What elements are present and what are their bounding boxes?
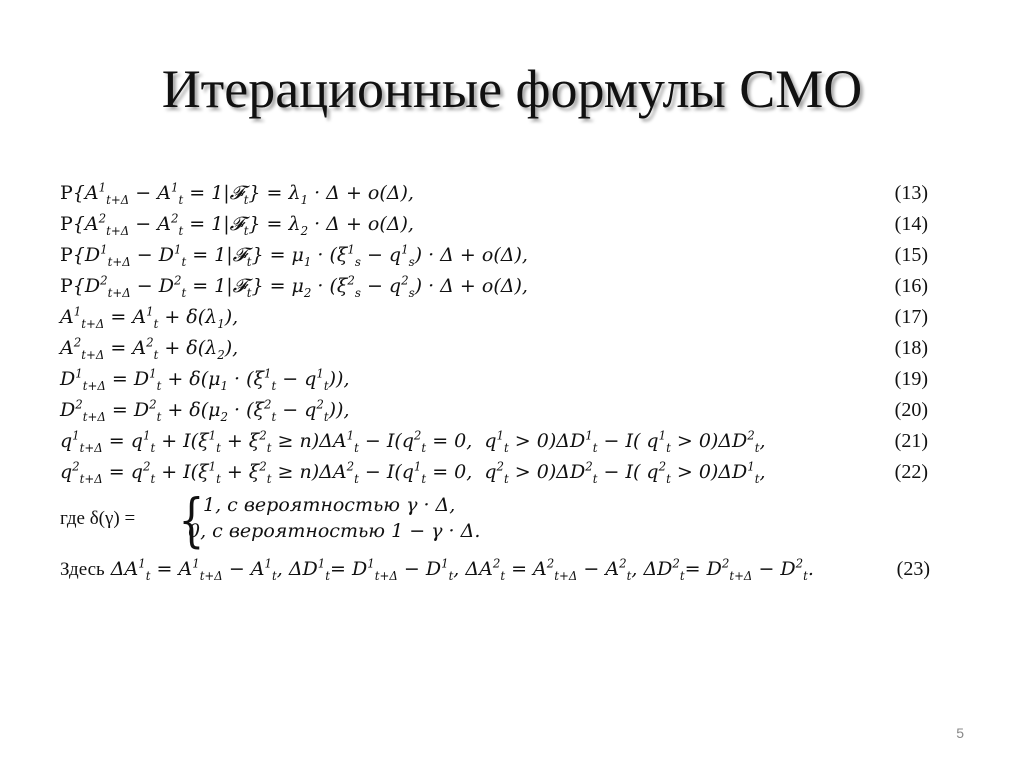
formula-body: $q^1_{t+\Delta} = q^1_t + I(\xi^1_t + \xi^2_t \ge n)\Delta A^1_t - I(q^2_t = 0$, $q^1_t > 0)\Delta D^1_t - I$( $q^1_t > 0)\Delta D^2_t$, — [60, 428, 766, 455]
formula-14 — [60, 209, 930, 240]
formula-number: (20) — [894, 399, 928, 421]
formula-body: $D^2_{t+\Delta} = D^2_t + \delta(\mu_2 \cdot (\xi^2_t - q^2_t))$, — [60, 397, 350, 424]
formula-number: (15) — [894, 244, 928, 266]
formula-body: $P\{A^2_{t+\Delta} - A^2_t$ = 1|𝓕$_t$} = $\lambda_2 \cdot \Delta + o(\Delta)$, — [60, 211, 414, 238]
formula-19 — [60, 364, 930, 395]
formula-number: (16) — [894, 275, 928, 297]
case-one: 1, с вероятностью γ · Δ, — [203, 494, 456, 516]
formula-body: $\Delta A^1_t = A^1_{t+\Delta} - A^1_t$, $\Delta D^1_t= D^1_{t+\Delta} - D^1_t$, $\Delta A^2_t = A^2_{t+\Delta} - A^2_t$, $\Delta D^2_t= D^2_{t+\Delta} - D^2_t$. — [110, 556, 814, 583]
formula-21 — [60, 426, 930, 457]
slide-title: Итерационные формулы СМО — [161, 59, 863, 119]
formula-body: $P\{D^2_{t+\Delta} - D^2_t$ = 1|𝓕$_t$} = $\mu_2 \cdot (\xi^2_s - q^2_s) \cdot \Delta + o(\Delta)$, — [60, 273, 528, 300]
formula-number: (19) — [894, 368, 928, 390]
delta-definition — [60, 486, 930, 554]
formula-23 — [60, 552, 930, 586]
formula-number: (22) — [894, 461, 928, 483]
formula-body: $A^2_{t+\Delta} = A^2_t + \delta(\lambda_2)$, — [60, 335, 239, 362]
formula-15 — [60, 240, 930, 271]
formula-number: (13) — [894, 182, 928, 204]
formula-20 — [60, 395, 930, 426]
formula-number: (14) — [894, 213, 928, 235]
page-number: 5 — [956, 725, 964, 741]
formula-body: $P\{D^1_{t+\Delta} - D^1_t$ = 1|𝓕$_t$} = $\mu_1 \cdot (\xi^1_s - q^1_s) \cdot \Delta + o(\Delta)$, — [60, 242, 528, 269]
formula-body: $q^2_{t+\Delta} = q^2_t + I(\xi^1_t + \xi^2_t \ge n)\Delta A^2_t - I(q^1_t = 0$, $q^2_t > 0)\Delta D^2_t - I$( $q^2_t > 0)\Delta D^1_t$, — [60, 459, 766, 486]
formula-number: (23) — [896, 558, 930, 580]
formula-number: (21) — [894, 430, 928, 452]
formula-22 — [60, 457, 930, 488]
case-two: 0, с вероятностью 1 − γ · Δ. — [188, 520, 481, 542]
delta-definition-label: где δ(γ) = — [60, 508, 136, 529]
formula-number: (17) — [894, 306, 928, 328]
formula-18 — [60, 333, 930, 364]
formula-body: $A^1_{t+\Delta} = A^1_t + \delta(\lambda_1)$, — [60, 304, 239, 331]
zdes-label: Здесь — [60, 559, 105, 580]
formula-body: $D^1_{t+\Delta} = D^1_t + \delta(\mu_1 \cdot (\xi^1_t - q^1_t))$, — [60, 366, 350, 393]
formula-list — [60, 178, 930, 586]
formula-13 — [60, 178, 930, 209]
left-brace: { — [178, 486, 205, 554]
formula-16 — [60, 271, 930, 302]
formula-body: $P\{A^1_{t+\Delta} - A^1_t$ = 1|𝓕$_t$} = $\lambda_1 \cdot \Delta + o(\Delta)$, — [60, 180, 414, 207]
formula-number: (18) — [894, 337, 928, 359]
formula-17 — [60, 302, 930, 333]
